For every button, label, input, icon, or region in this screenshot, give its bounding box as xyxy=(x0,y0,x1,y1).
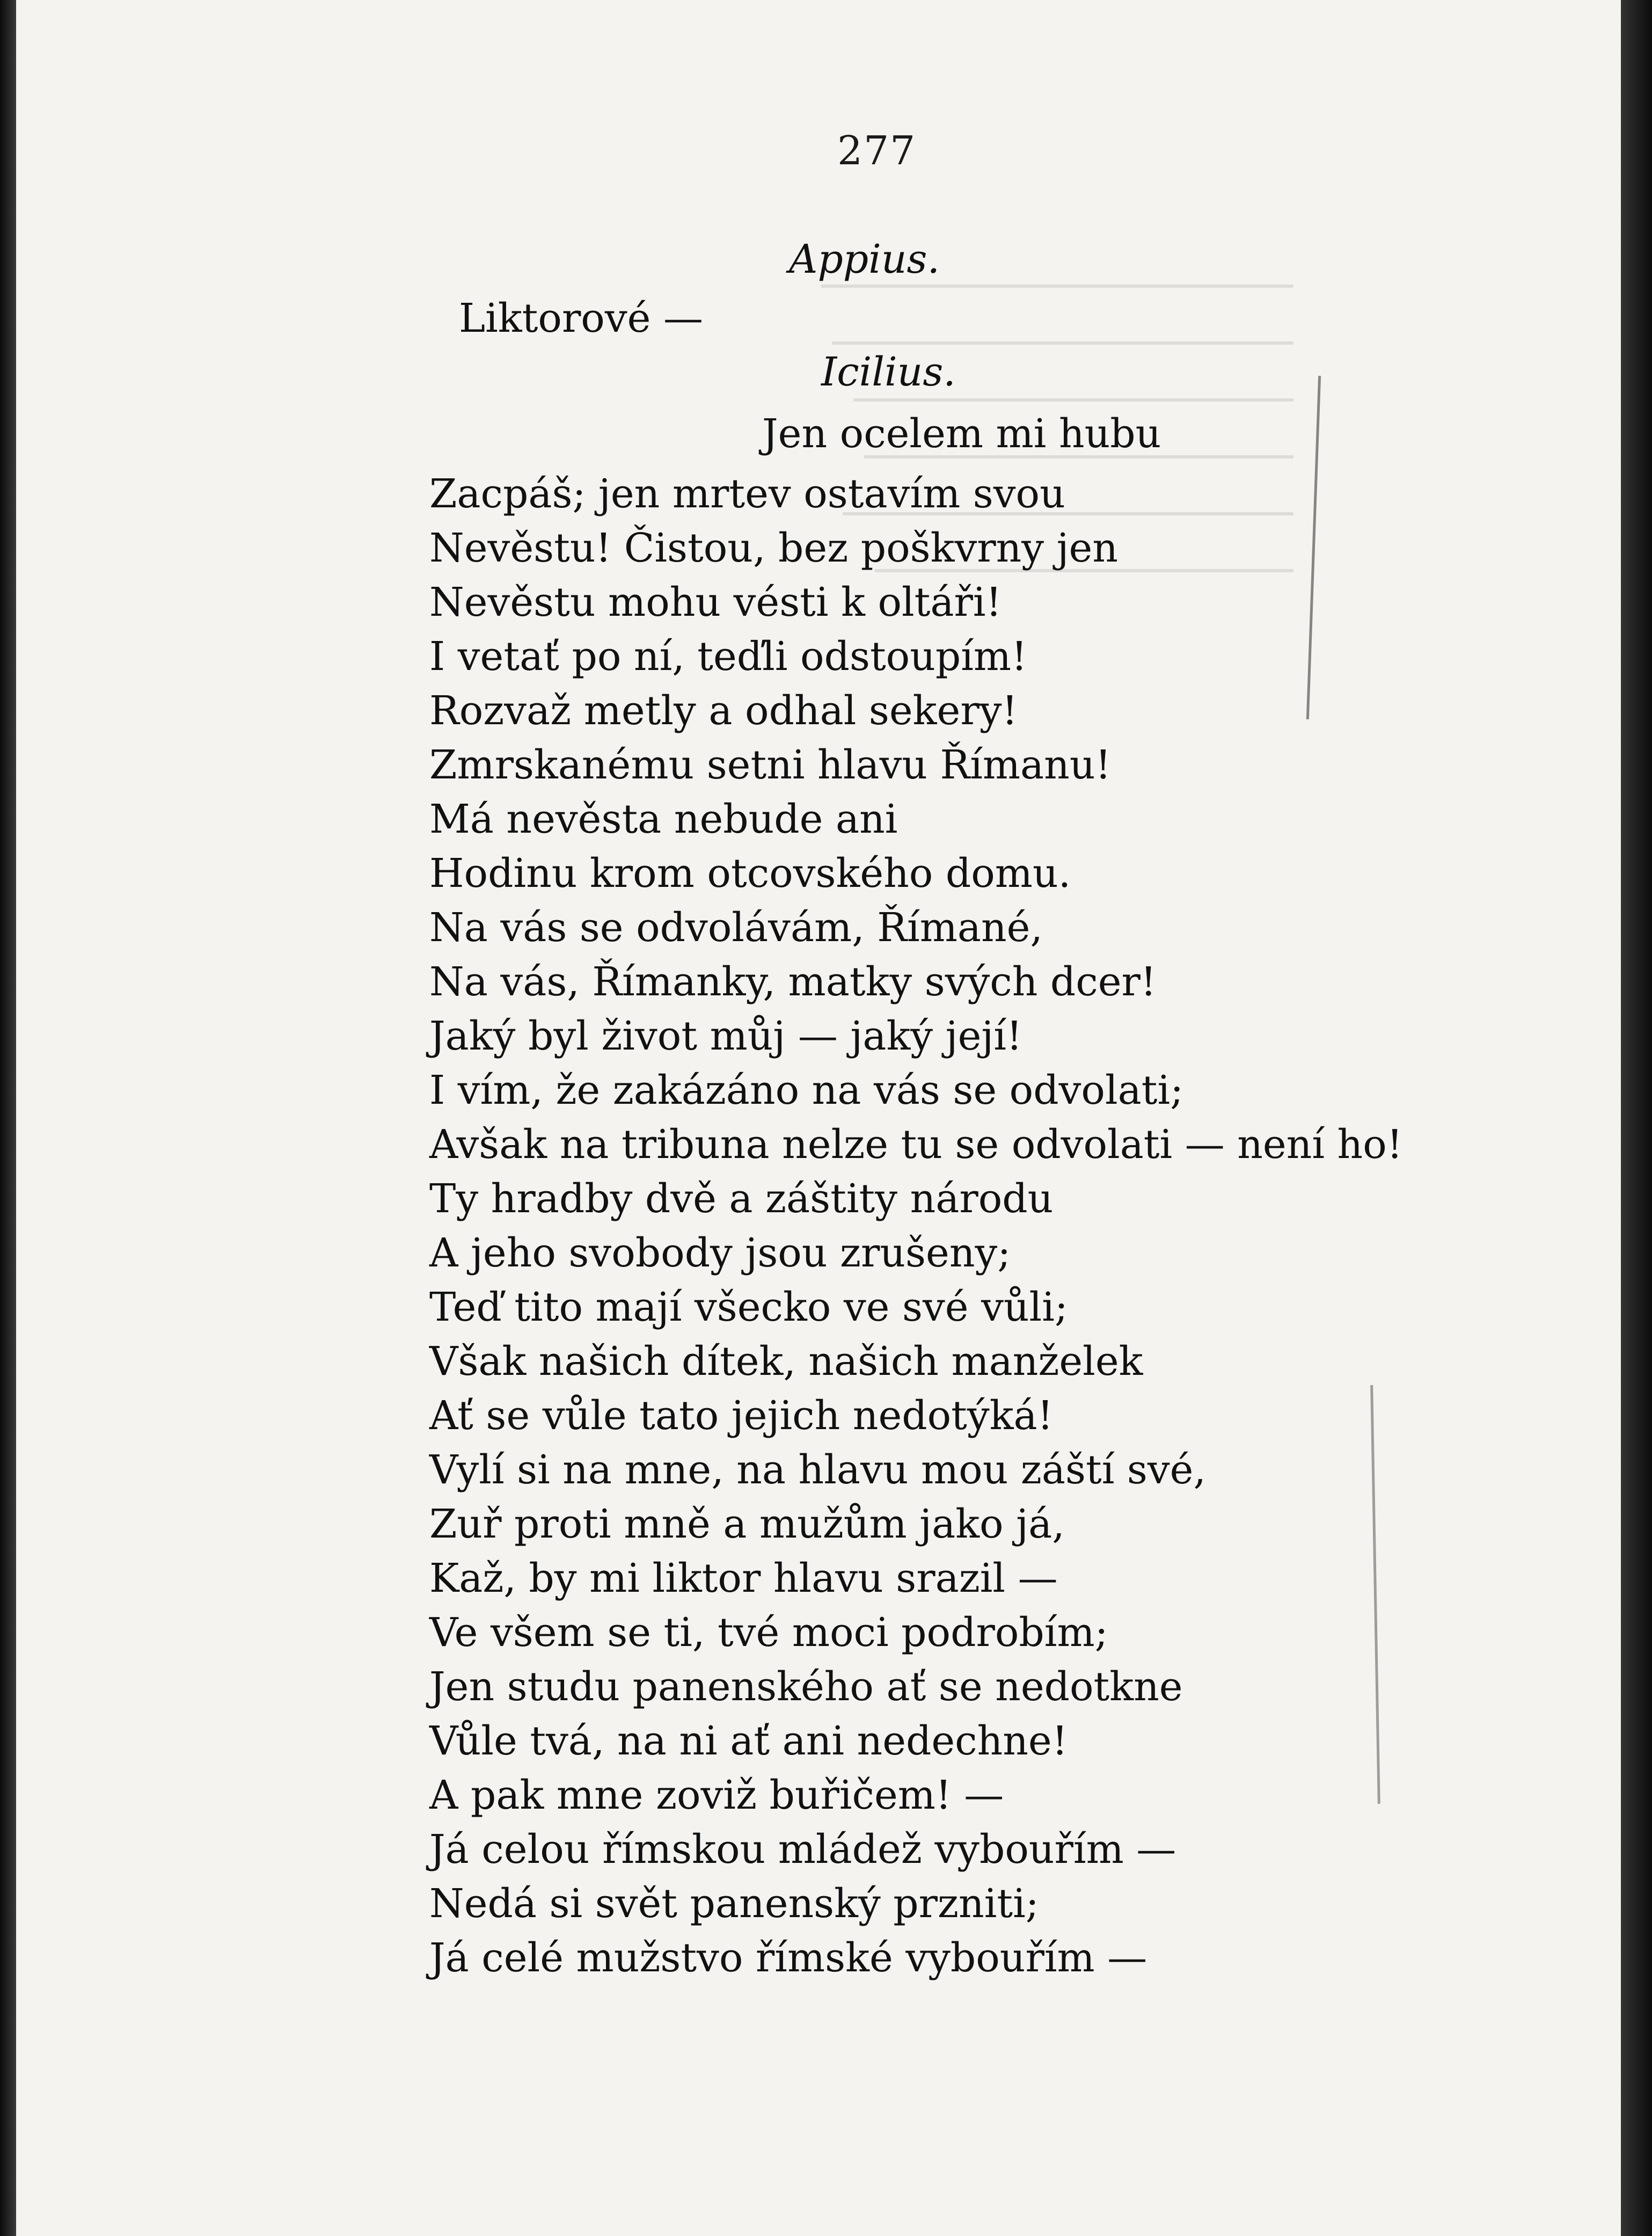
liktorove-line: Liktorové — xyxy=(459,295,703,341)
verse-line: Avšak na tribuna nelze tu se odvolati — není ho! xyxy=(429,1121,1403,1168)
verse-block xyxy=(429,467,1610,1985)
verse-line: Teď tito mají všecko ve své vůli; xyxy=(429,1284,1068,1330)
verse-line: A jeho svobody jsou zrušeny; xyxy=(429,1230,1011,1276)
verse-line: Jaký byl život můj — jaký její! xyxy=(429,1013,1022,1059)
verse-line: Vůle tvá, na ni ať ani nedechne! xyxy=(429,1718,1068,1764)
speaker-appius: Appius. xyxy=(789,236,940,282)
verse-line: Nevěstu mohu vésti k oltáři! xyxy=(429,579,1002,625)
verse-line: Vylí si na mne, na hlavu mou záští své, xyxy=(429,1447,1206,1493)
scan-right-edge xyxy=(1621,0,1652,2236)
verse-line: A pak mne zoviž buřičem! — xyxy=(429,1772,1004,1818)
verse-line: Já celé mužstvo římské vybouřím — xyxy=(429,1935,1147,1981)
book-page xyxy=(16,0,1621,2236)
verse-line: Nedá si svět panenský przniti; xyxy=(429,1881,1039,1927)
verse-line: Zuř proti mně a mužům jako já, xyxy=(429,1501,1065,1547)
speaker-icilius: Icilius. xyxy=(821,349,956,395)
verse-line: Na vás, Římanky, matky svých dcer! xyxy=(429,959,1157,1005)
verse-line: Ty hradby dvě a záštity národu xyxy=(429,1176,1054,1222)
verse-line: Na vás se odvolávám, Římané, xyxy=(429,905,1043,951)
verse-line: I vím, že zakázáno na vás se odvolati; xyxy=(429,1067,1184,1113)
verse-line: Kaž, by mi liktor hlavu srazil — xyxy=(429,1555,1058,1601)
verse-line: Zacpáš; jen mrtev ostavím svou xyxy=(429,471,1065,517)
verse-line: Já celou římskou mládež vybouřím — xyxy=(429,1826,1176,1873)
verse-line: Ať se vůle tato jejich nedotýká! xyxy=(429,1393,1054,1439)
verse-line: Má nevěsta nebude ani xyxy=(429,796,898,842)
verse-line: Jen studu panenského ať se nedotkne xyxy=(429,1664,1183,1710)
verse-line: Rozvaž metly a odhal sekery! xyxy=(429,688,1018,734)
verse-line: Zmrskanému setni hlavu Římanu! xyxy=(429,742,1112,788)
verse-first-half-line: Jen ocelem mi hubu xyxy=(762,411,1161,457)
scan-left-edge xyxy=(0,0,16,2236)
verse-line: Nevěstu! Čistou, bez poškvrny jen xyxy=(429,525,1119,571)
verse-line: I vetať po ní, teďli odstoupím! xyxy=(429,633,1027,680)
verse-line: Však našich dítek, našich manželek xyxy=(429,1338,1143,1385)
verse-line: Ve všem se ti, tvé moci podrobím; xyxy=(429,1609,1108,1656)
page-number: 277 xyxy=(837,128,917,174)
verse-line: Hodinu krom otcovského domu. xyxy=(429,850,1071,897)
